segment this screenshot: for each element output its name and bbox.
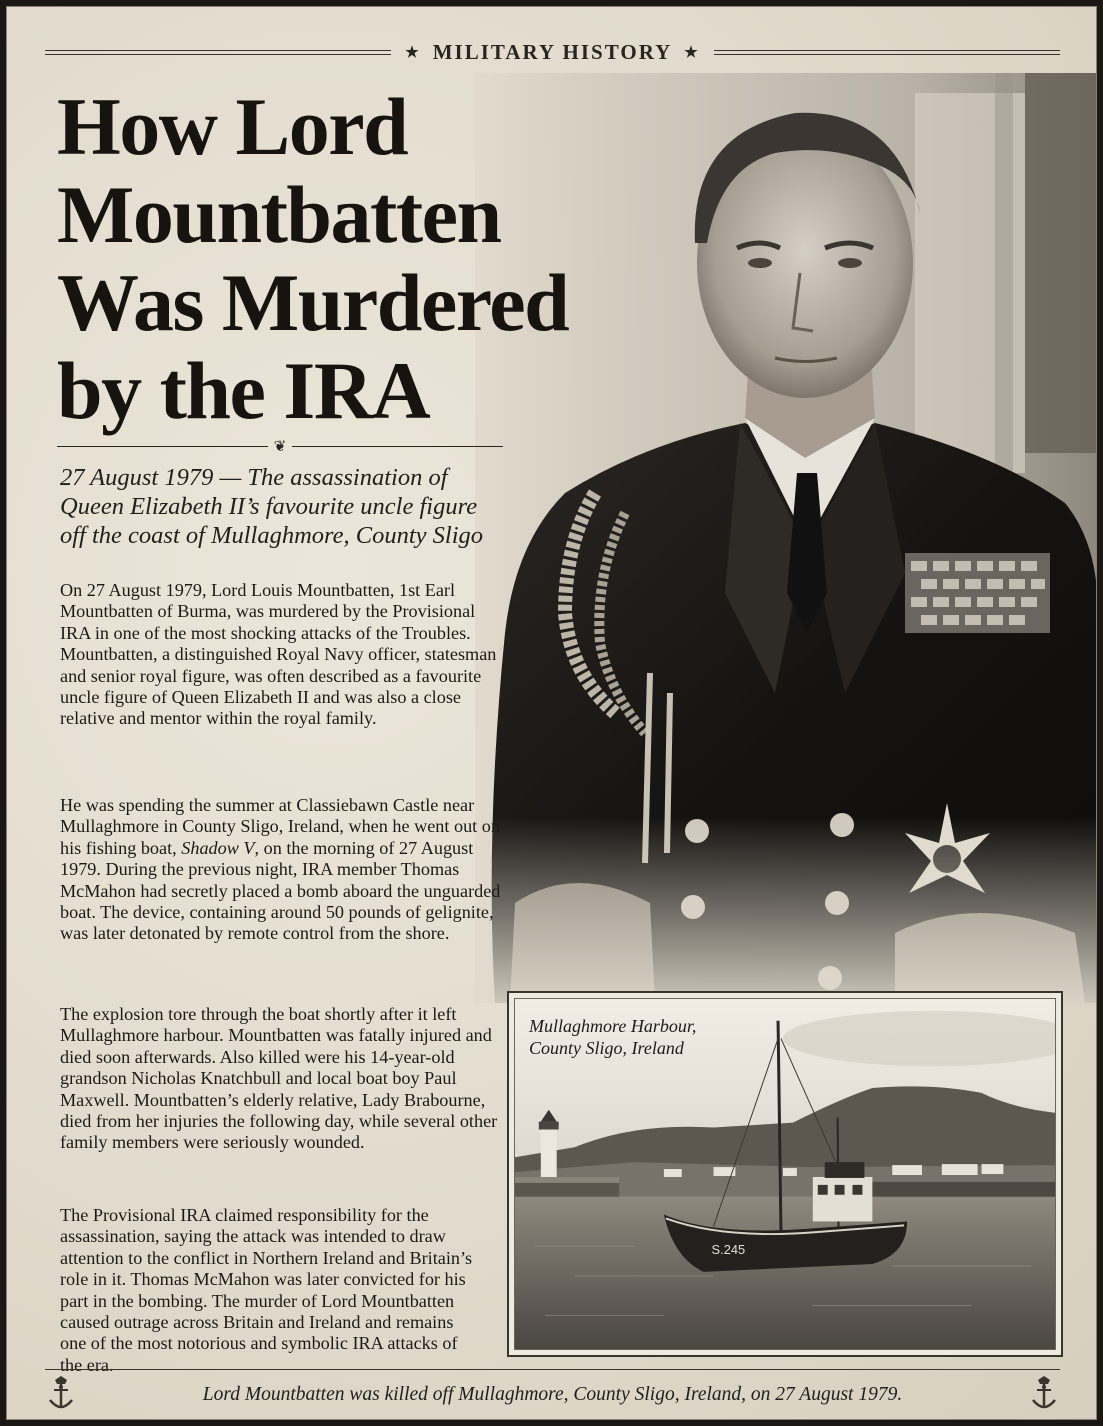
headline-line: by the IRA <box>57 345 430 436</box>
kicker-rule-left <box>45 50 391 55</box>
body-paragraph-1: On 27 August 1979, Lord Louis Mountbatten, 1st Earl Mountbatten of Burma, was murdered by the Provisional IRA in one of the most shocking attacks of the Troubles. Mountbatten, a distinguished Royal Navy officer, statesman and senior royal figure, was often described as a favourite uncle figure of Queen Elizabeth II and was also a close relative and mentor within the royal family. <box>60 580 497 729</box>
headline-line: Mountbatten <box>57 169 501 260</box>
deck-line: Queen Elizabeth II’s favourite uncle figure <box>60 493 478 520</box>
harbour-photo-frame <box>514 998 1056 1350</box>
headline-line: Was Murdered <box>57 257 569 348</box>
article-deck <box>60 463 530 550</box>
naval-crest-icon <box>45 1374 77 1414</box>
caption-line: Mullaghmore Harbour, <box>529 1016 697 1036</box>
boat-name: Shadow V <box>181 837 255 858</box>
footer-caption: Lord Mountbatten was killed off Mullaghmore, County Sligo, Ireland, on 27 August 1979. <box>202 1384 903 1405</box>
inset-caption <box>529 1015 696 1059</box>
harbour-photo-inset <box>507 991 1063 1357</box>
caption-line: County Sligo, Ireland <box>529 1038 684 1058</box>
star-icon: ★ <box>684 44 700 61</box>
body-paragraph-2 <box>60 795 502 945</box>
article-page <box>6 6 1097 1420</box>
section-kicker <box>45 37 1060 67</box>
body-paragraph-3: The explosion tore through the boat shortly after it left Mullaghmore harbour. Mountbatten was fatally injured and died soon afterwards. Also killed were his 14-year-old grandson Nicholas Knatchbull and local boat boy Paul Maxwell. Mountbatten’s elderly relative, Lady Brabourne, died from her injuries the following day, while several other family members were seriously wounded. <box>60 1004 498 1153</box>
footer-rule <box>45 1369 1060 1370</box>
article-headline <box>57 83 577 435</box>
paragraph-text: He was spending the summer at Classiebawn Castle near Mullaghmore in County Sligo, Ireland, when he went out on his fishing boat, <box>60 795 500 858</box>
kicker-label-group <box>405 40 700 65</box>
star-icon: ★ <box>405 44 421 61</box>
naval-crest-icon <box>1028 1374 1060 1414</box>
kicker-label: MILITARY HISTORY <box>432 39 673 64</box>
body-paragraph-4: The Provisional IRA claimed responsibility for the assassination, saying the attack was intended to draw attention to the conflict in Northern Ireland and Britain’s role in it. Thomas McMahon was later convicted for his part in the bombing. The murder of Lord Mountbatten caused outrage across Britain and Ireland and remains one of the most notorious and symbolic IRA attacks of the era. <box>60 1205 473 1375</box>
paragraph-text: , on the morning of 27 August 1979. During the previous night, IRA member Thomas McMahon had secretly placed a bomb aboard the unguarded boat. The device, containing around 50 pounds of gelignite, was later detonated by remote control from the shore. <box>60 837 501 944</box>
ornamental-divider <box>57 437 503 455</box>
divider-line-left <box>57 446 268 447</box>
divider-line-right <box>292 446 503 447</box>
boat-number-label: S.245 <box>711 1242 746 1258</box>
headline-line: How Lord <box>57 81 408 172</box>
footer-caption-bar <box>45 1369 1060 1413</box>
flourish-icon: ❦ <box>273 438 287 455</box>
deck-line: off the coast of Mullaghmore, County Sligo <box>60 522 484 549</box>
kicker-rule-right <box>714 50 1060 55</box>
deck-line: 27 August 1979 — The assassination of <box>60 464 448 491</box>
